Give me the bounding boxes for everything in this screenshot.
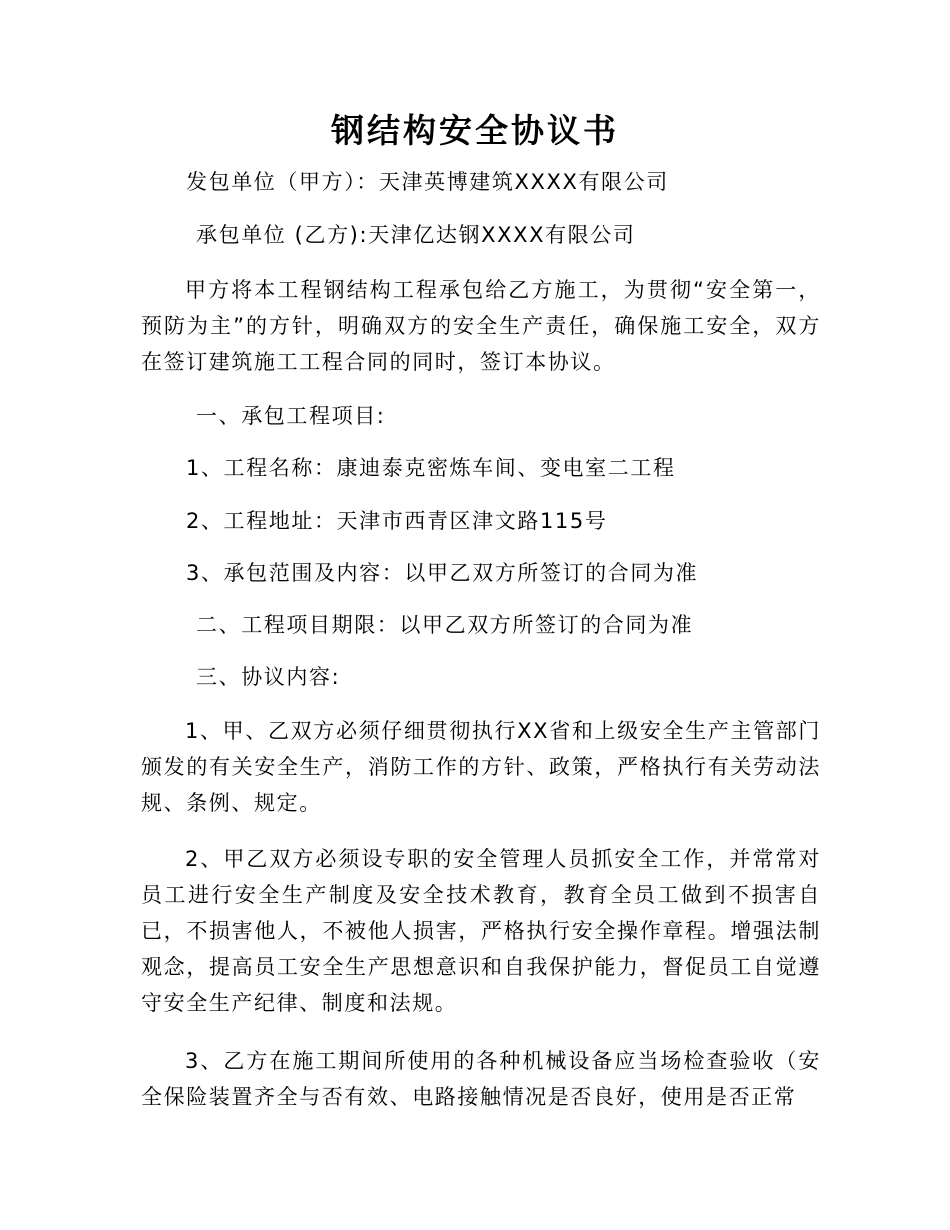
project-scope-item: 3、承包范围及内容：以甲乙双方所签订的合同为准 [186,561,699,585]
project-name-item: 1、工程名称：康迪泰克密炼车间、变电室二工程 [186,456,676,480]
intro-paragraph: 甲方将本工程钢结构工程承包给乙方施工，为贯彻“安全第一，预防为主”的方针，明确双方的安全生产责任，确保施工安全，双方在签订建筑施工工程合同的同时，签订本协议。 [141,278,821,374]
clause-3-paragraph: 3、乙方在施工期间所使用的各种机械设备应当场检查验收（安全保险装置齐全与否有效、电路接触情况是否良好，使用是否正常 [141,1049,821,1109]
section-2-line: 二、工程项目期限：以甲乙双方所签订的合同为准 [196,613,694,637]
section-3-heading: 三、协议内容: [196,665,341,689]
clause-1-paragraph: 1、甲、乙双方必须仔细贯彻执行XX省和上级安全生产主管部门颁发的有关安全生产，消防工作的方针、政策，严格执行有关劳动法规、条例、规定。 [141,719,821,815]
clause-2-paragraph: 2、甲乙双方必须设专职的安全管理人员抓安全工作，并常常对员工进行安全生产制度及安全技术教育，教育全员工做到不损害自已，不损害他人，不被他人损害，严格执行安全操作章程。增强法制观念，提高员工安全生产思想意识和自我保护能力，督促员工自觉遵守安全生产纪律、制度和法规。 [141,847,821,1015]
document-title: 钢结构安全协议书 [331,111,619,150]
project-address-item: 2、工程地址：天津市西青区津文路115号 [186,509,608,533]
section-1-heading: 一、承包工程项目: [196,404,386,428]
party-b-line: 承包单位 (乙方):天津亿达钢XXXX有限公司 [196,223,636,247]
party-a-line: 发包单位（甲方）：天津英博建筑XXXX有限公司 [186,170,669,194]
